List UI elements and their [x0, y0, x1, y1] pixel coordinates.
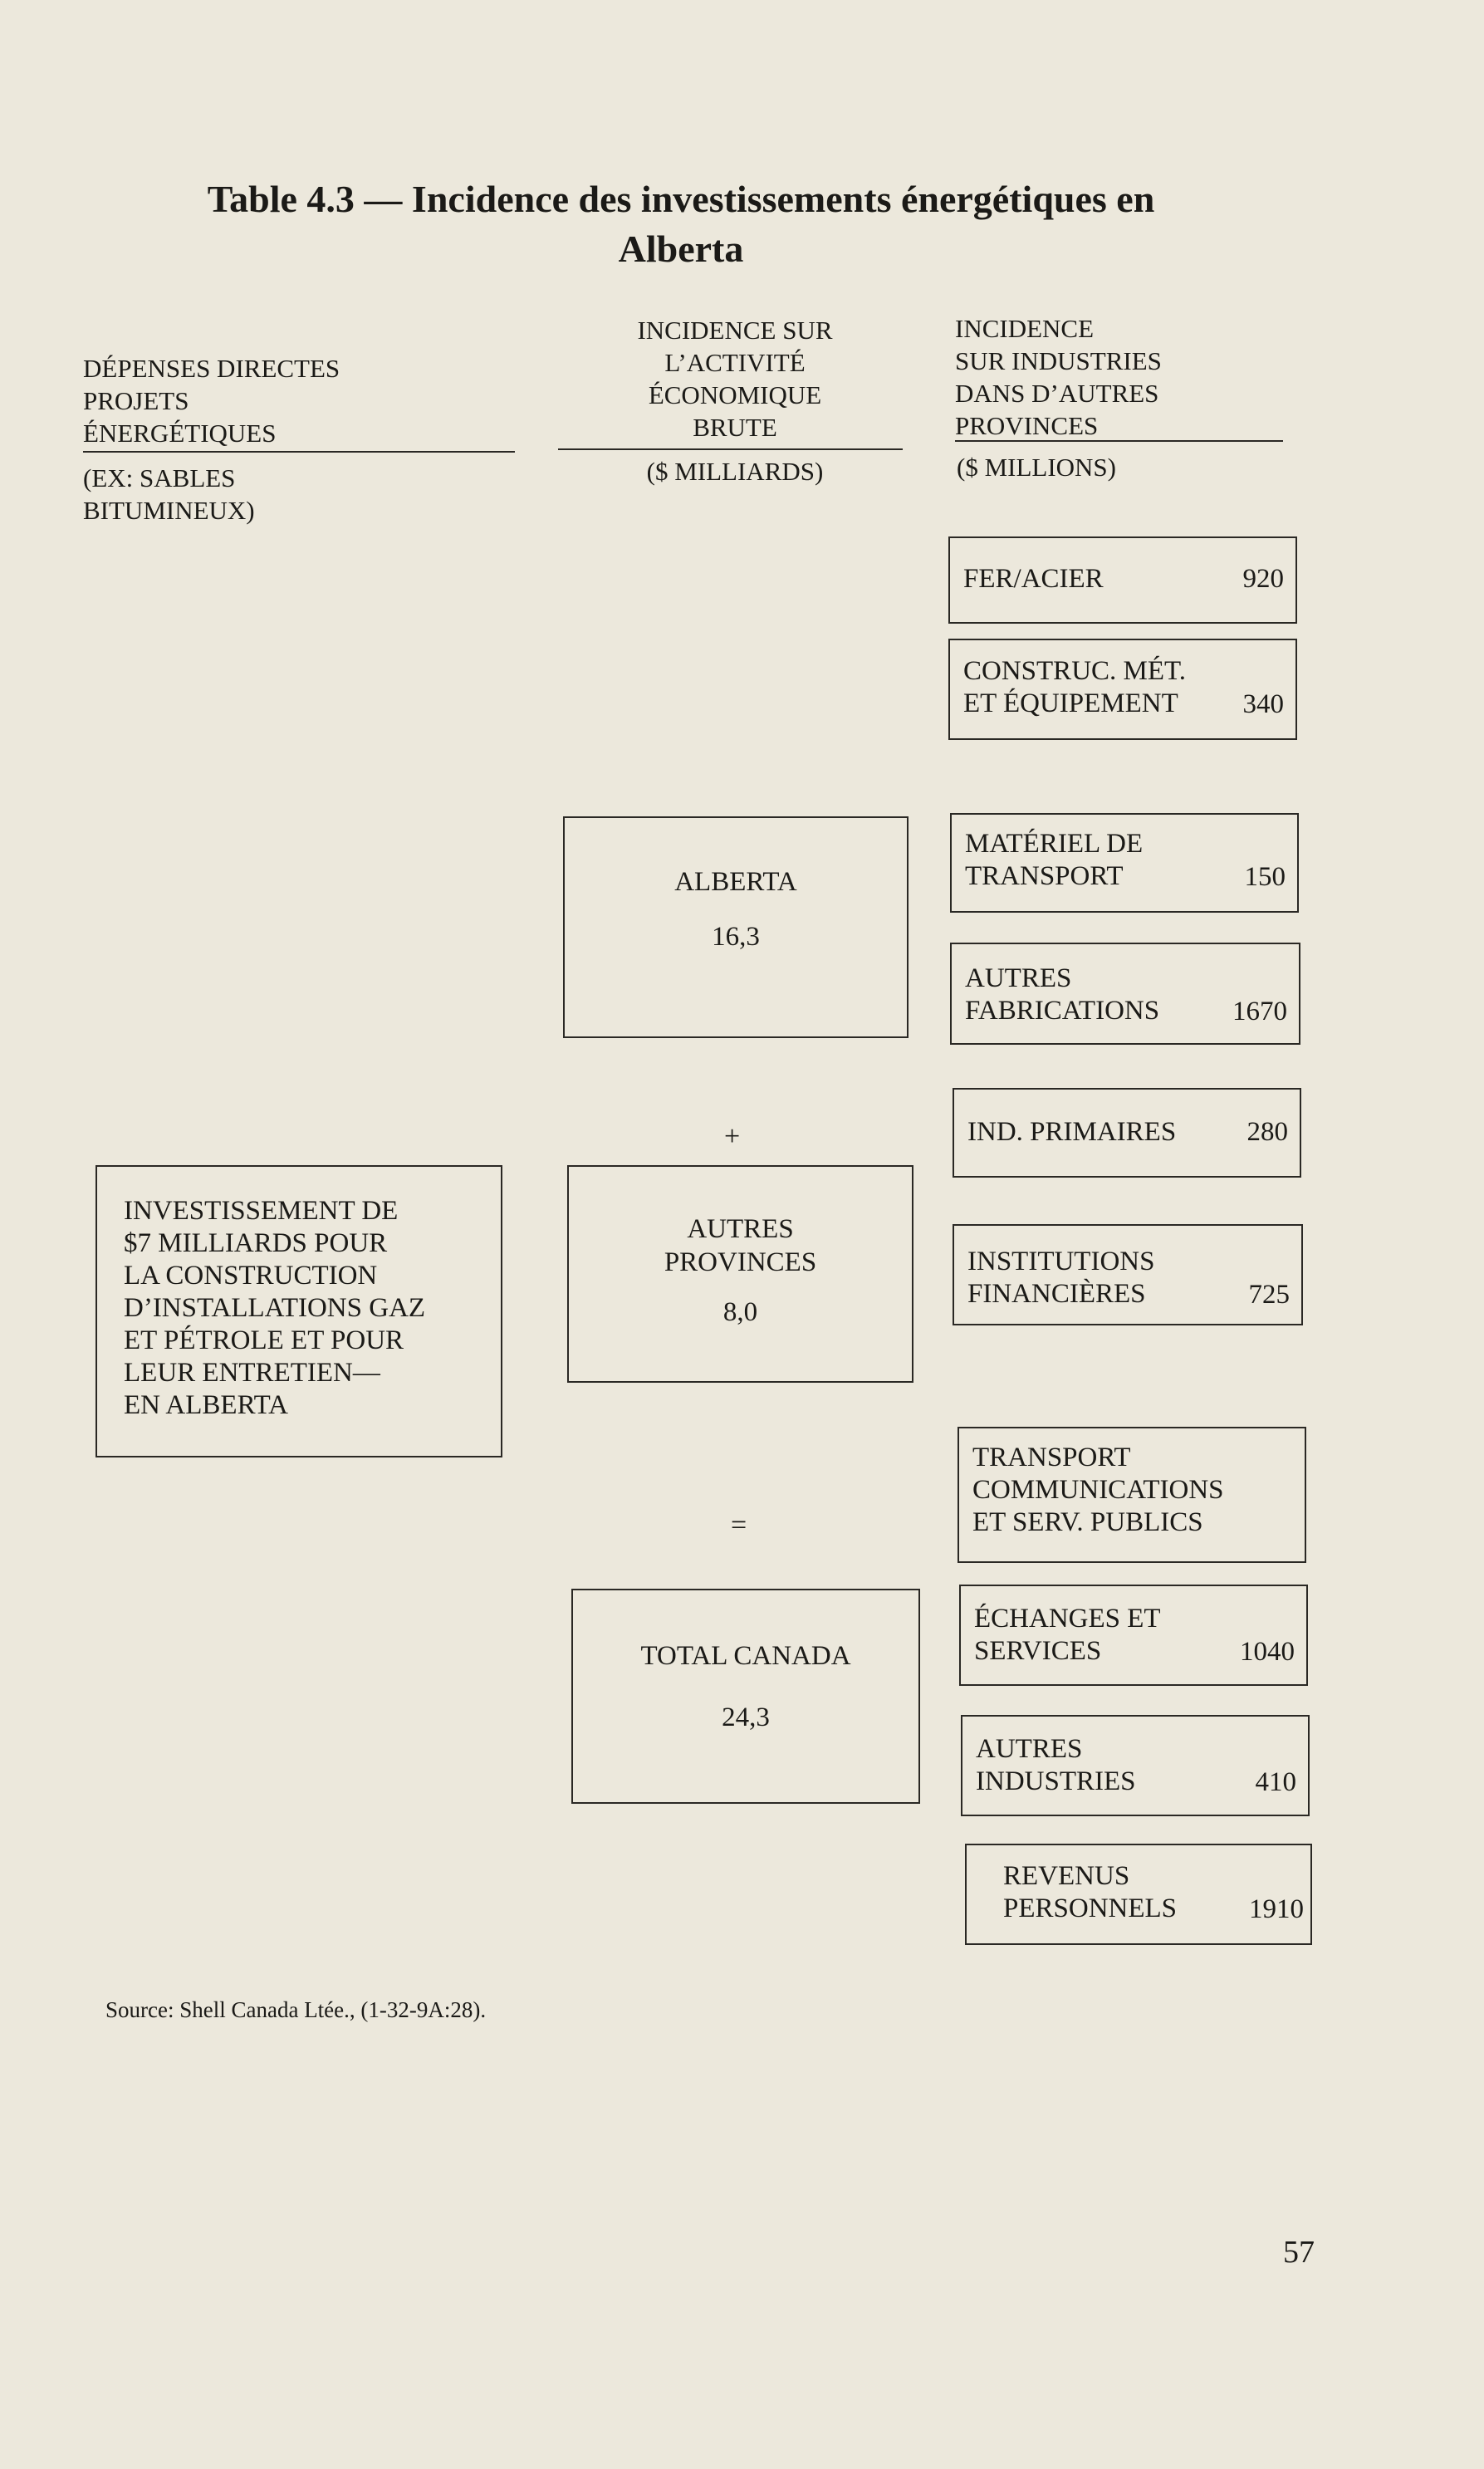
col3-header-line-2: SUR INDUSTRIES — [955, 346, 1162, 375]
page-number: 57 — [1283, 2235, 1315, 2270]
col3-header-line-4: PROVINCES — [955, 411, 1099, 440]
col1-header-rule — [83, 451, 515, 453]
industry-value: 340 — [1242, 689, 1284, 719]
industry-value: 1040 — [1240, 1637, 1295, 1667]
total-canada-label: TOTAL CANADA — [640, 1641, 851, 1671]
investment-line-2: $7 MILLIARDS POUR — [124, 1228, 388, 1258]
investment-line-7: EN ALBERTA — [124, 1390, 288, 1420]
industry-label: AUTRES FABRICATIONS — [965, 963, 1160, 1026]
industry-value: 920 — [1242, 564, 1284, 594]
industry-label: IND. PRIMAIRES — [967, 1117, 1177, 1147]
total-canada-box — [571, 1589, 920, 1804]
industry-label: CONSTRUC. MÉT. ET ÉQUIPEMENT — [963, 656, 1186, 718]
table-title-line-2: Alberta — [618, 228, 744, 270]
col1-header-line-1: DÉPENSES DIRECTES — [83, 354, 340, 383]
table-title — [100, 174, 1262, 274]
industry-box-other-manufacturing — [950, 943, 1300, 1045]
industry-label: REVENUS PERSONNELS — [1003, 1861, 1178, 1923]
col1-subheader-line-1: (EX: SABLES — [83, 463, 236, 492]
alberta-box — [563, 816, 909, 1038]
investment-line-4: D’INSTALLATIONS GAZ — [124, 1293, 426, 1323]
other-provinces-box — [567, 1165, 913, 1383]
source-note: Source: Shell Canada Ltée., (1-32-9A:28). — [105, 1997, 487, 2022]
industry-label: INSTITUTIONS FINANCIÈRES — [967, 1247, 1155, 1309]
col1-header-line-3: ÉNERGÉTIQUES — [83, 419, 277, 448]
industry-box-other-industries — [961, 1715, 1310, 1816]
col1-subheader-line-2: BITUMINEUX) — [83, 496, 255, 525]
investment-box — [96, 1165, 502, 1457]
industry-box-primary — [953, 1088, 1301, 1178]
col3-header-line-3: DANS D’AUTRES — [955, 379, 1159, 408]
industry-box-trade-services — [959, 1585, 1308, 1686]
col1-header-line-2: PROJETS — [83, 386, 189, 415]
col2-header-line-4: BRUTE — [693, 413, 777, 442]
industry-value: 725 — [1248, 1280, 1290, 1310]
plus-sign: + — [724, 1121, 741, 1152]
col3-header-line-1: INCIDENCE — [955, 314, 1095, 343]
col2-header-line-1: INCIDENCE SUR — [637, 316, 833, 345]
investment-line-3: LA CONSTRUCTION — [124, 1261, 378, 1291]
industry-value: 1670 — [1232, 997, 1287, 1026]
industry-label: TRANSPORT COMMUNICATIONS ET SERV. PUBLICS — [972, 1443, 1224, 1537]
industry-value: 280 — [1246, 1117, 1288, 1147]
column-subheader-billions: ($ MILLIARDS) — [646, 457, 824, 486]
investment-line-6: LEUR ENTRETIEN— — [124, 1358, 380, 1388]
industry-box-metal-construction — [948, 639, 1297, 740]
col2-header-line-2: L’ACTIVITÉ — [664, 348, 806, 377]
other-provinces-label-line-2: PROVINCES — [664, 1247, 817, 1277]
column-header-gross-activity — [556, 314, 913, 443]
industry-box-personal-income — [965, 1844, 1312, 1945]
column-header-direct-expenses — [83, 352, 340, 449]
industry-value: 1910 — [1249, 1894, 1304, 1924]
industry-label: FER/ACIER — [963, 564, 1104, 594]
table-title-line-1: Table 4.3 — Incidence des investissements énergétiques en — [207, 178, 1155, 220]
alberta-label: ALBERTA — [674, 867, 797, 897]
investment-line-5: ET PÉTROLE ET POUR — [124, 1325, 404, 1355]
industry-value: 410 — [1255, 1767, 1296, 1797]
industry-box-financial — [953, 1224, 1303, 1325]
col2-header-line-3: ÉCONOMIQUE — [648, 380, 822, 409]
total-canada-value: 24,3 — [722, 1702, 770, 1732]
other-provinces-value: 8,0 — [722, 1297, 758, 1327]
equals-sign: = — [731, 1510, 747, 1541]
column-subheader-millions: ($ MILLIONS) — [957, 453, 1116, 482]
industry-label: ÉCHANGES ET SERVICES — [974, 1604, 1161, 1666]
industry-box-iron-steel — [948, 536, 1297, 624]
industry-box-transport-equipment — [950, 813, 1299, 913]
col3-header-rule — [955, 440, 1283, 442]
industry-label: MATÉRIEL DE TRANSPORT — [965, 829, 1144, 891]
column-subheader-example — [83, 462, 255, 527]
industry-box-transport-communications — [957, 1427, 1306, 1563]
investment-line-1: INVESTISSEMENT DE — [124, 1196, 399, 1226]
column-header-other-provinces — [955, 312, 1162, 442]
industry-value: 150 — [1244, 862, 1286, 892]
col2-header-rule — [558, 448, 903, 450]
industry-label: AUTRES INDUSTRIES — [976, 1734, 1136, 1796]
alberta-value: 16,3 — [712, 922, 760, 952]
other-provinces-label-line-1: AUTRES — [687, 1214, 794, 1244]
